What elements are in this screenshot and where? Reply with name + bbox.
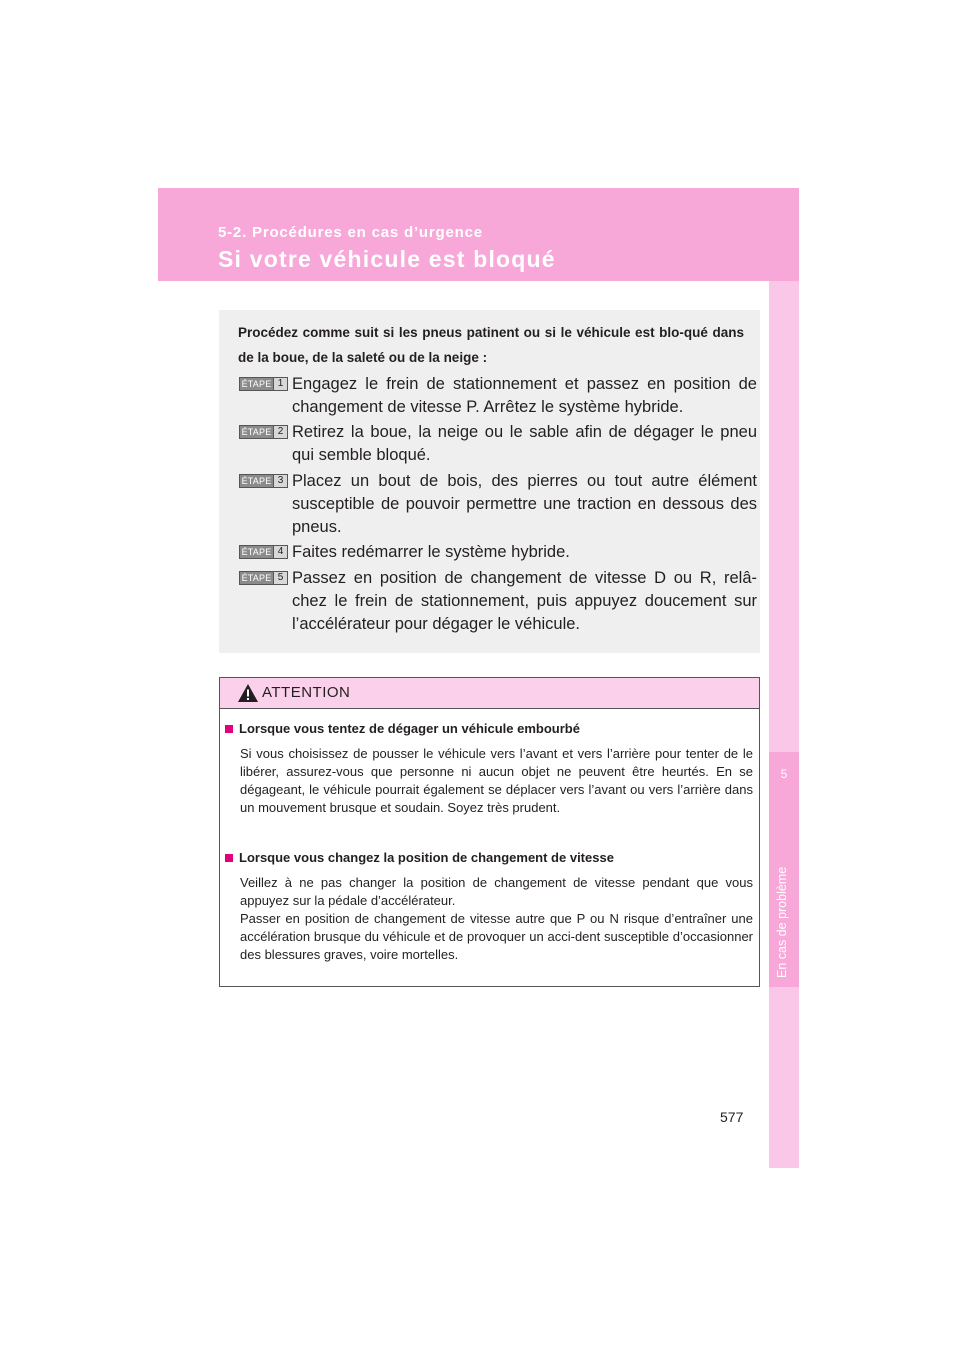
chapter-tab	[769, 752, 799, 987]
warning-paragraph: Veillez à ne pas changer la position de changement de vitesse pendant que vous appuyez sur la pédale d’accélérateur.	[240, 875, 753, 908]
chapter-number: 5	[780, 767, 788, 781]
procedure-intro: Procédez comme suit si les pneus patinent ou si le véhicule est blo-qué dans de la boue, de la saleté ou de la neige :	[238, 325, 744, 365]
step-badge	[239, 474, 288, 488]
side-tab-background	[769, 281, 799, 1168]
step-text: Faites redémarrer le système hybride.	[292, 543, 570, 561]
step-badge	[239, 571, 288, 585]
step-badge-number: 1	[273, 378, 287, 390]
step-text: Placez un bout de bois, des pierres ou tout autre élément susceptible de pouvoir permettre une traction en dessous des pneus.	[292, 472, 757, 536]
header-band	[158, 188, 799, 281]
chapter-title: En cas de problème	[775, 866, 789, 978]
warning-icon	[237, 683, 259, 703]
step-badge-number: 3	[273, 475, 287, 487]
section-label: 5-2. Procédures en cas d’urgence	[218, 224, 483, 241]
step-badge-word: ÉTAPE	[241, 476, 272, 486]
step-badge	[239, 425, 288, 439]
procedure-box	[219, 310, 760, 653]
square-bullet-icon	[225, 725, 233, 733]
warning-paragraph: Si vous choisissez de pousser le véhicule vers l’avant et vers l’arrière pour tenter de le libérer, assurez-vous que personne ni aucun objet ne peuvent être heurtés. En se dégageant, le véhicule pourrait également se déplacer vers l’avant ou vers l’arrière dans un mouvement brusque et soudain. Soyez très prudent.	[240, 746, 753, 815]
step-badge	[239, 545, 288, 559]
warning-box	[219, 677, 760, 987]
step-badge-number: 5	[273, 572, 287, 584]
warning-paragraph: Passer en position de changement de vitesse autre que P ou N risque d’entraîner une accélération brusque du véhicule et de provoquer un acci-dent susceptible d’occasionner des blessures graves, voire mortelles.	[240, 911, 753, 962]
page-title: Si votre véhicule est bloqué	[218, 246, 556, 272]
step-badge-word: ÉTAPE	[241, 427, 272, 437]
step-text: Passez en position de changement de vitesse D ou R, relâ-chez le frein de stationnement, puis appuyez doucement sur l’accélérateur pour dégager le véhicule.	[292, 569, 757, 633]
warning-item-heading: Lorsque vous changez la position de changement de vitesse	[225, 850, 614, 865]
warning-header	[220, 678, 759, 709]
warning-item-heading: Lorsque vous tentez de dégager un véhicule embourbé	[225, 721, 580, 736]
step-badge-word: ÉTAPE	[241, 547, 272, 557]
step-badge	[239, 377, 288, 391]
page-number: 577	[720, 1109, 744, 1125]
step-badge-word: ÉTAPE	[241, 573, 272, 583]
square-bullet-icon	[225, 854, 233, 862]
step-badge-number: 2	[273, 426, 287, 438]
warning-title: ATTENTION	[262, 684, 351, 701]
step-text: Engagez le frein de stationnement et passez en position de changement de vitesse P. Arrêtez le système hybride.	[292, 375, 757, 416]
step-text: Retirez la boue, la neige ou le sable afin de dégager le pneu qui semble bloqué.	[292, 423, 757, 464]
step-badge-number: 4	[273, 546, 287, 558]
step-badge-word: ÉTAPE	[241, 379, 272, 389]
